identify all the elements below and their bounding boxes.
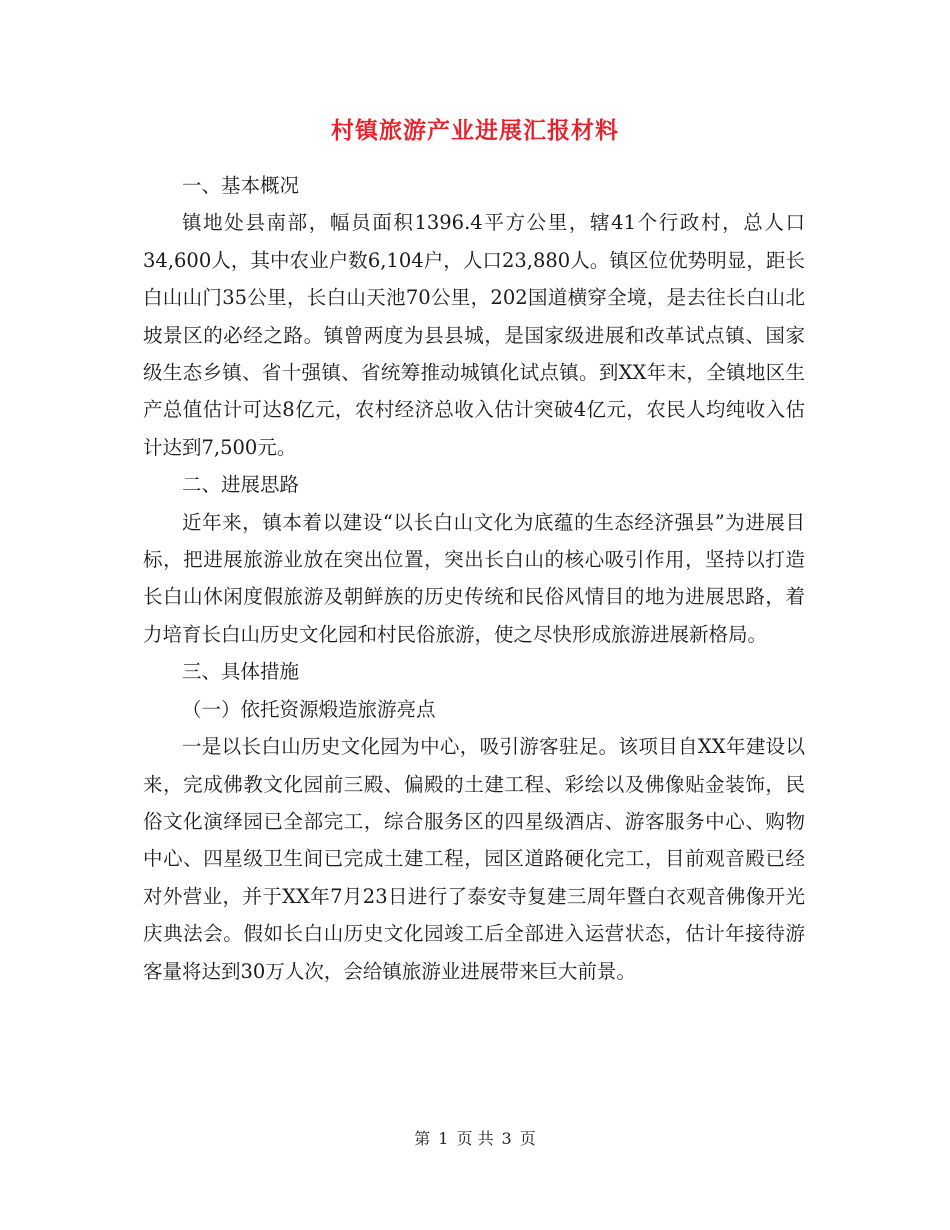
document-body bbox=[143, 167, 805, 990]
footer-middle: 页 共 bbox=[456, 1129, 494, 1148]
paragraph-overview: 镇地处县南部，幅员面积1396.4平方公里，辖41个行政村，总人口34,600人，其中农业户数6,104户，人口23,880人。镇区位优势明显，距长白山山门35公里，长白山天池70公里，202国道横穿全境，是去往长白山北坡景区的必经之路。镇曾两度为县县城，是国家级进展和改革试点镇、国家级生态乡镇、省十强镇、省统筹推动城镇化试点镇。到XX年末，全镇地区生产总值估计可达8亿元，农村经济总收入估计突破4亿元，农民人均纯收入估计达到7,500元。 bbox=[143, 211, 805, 459]
section-heading-approach: 二、进展思路 bbox=[182, 473, 300, 497]
footer-page-number: 1 bbox=[438, 1129, 449, 1148]
paragraph-measures: 一是以长白山历史文化园为中心，吸引游客驻足。该项目自XX年建设以来，完成佛教文化园前三殿、偏殿的土建工程、彩绘以及佛像贴金装饰，民俗文化演绎园已全部完工，综合服务区的四星级酒店、游客服务中心、购物中心、四星级卫生间已完成土建工程，园区道路硬化完工，目前观音殿已经对外营业，并于XX年7月23日进行了泰安寺复建三周年暨白衣观音佛像开光庆典法会。假如长白山历史文化园竣工后全部进入运营状态，估计年接待游客量将达到30万人次，会给镇旅游业进展带来巨大前景。 bbox=[143, 735, 805, 983]
paragraph-approach: 近年来，镇本着以建设“以长白山文化为底蕴的生态经济强县”为进展目标，把进展旅游业放在突出位置，突出长白山的核心吸引作用，坚持以打造长白山休闲度假旅游及朝鲜族的历史传统和民俗风情目的地为进展思路，着力培育长白山历史文化园和村民俗旅游，使之尽快形成旅游进展新格局。 bbox=[143, 510, 805, 646]
subsection-heading-resources: （一）依托资源煅造旅游亮点 bbox=[182, 697, 436, 721]
section-heading-overview: 一、基本概况 bbox=[182, 174, 300, 197]
footer-total-pages: 3 bbox=[501, 1129, 512, 1148]
page-footer bbox=[0, 1126, 950, 1149]
footer-prefix: 第 bbox=[414, 1129, 431, 1148]
footer-suffix: 页 bbox=[519, 1129, 536, 1148]
section-heading-measures: 三、具体措施 bbox=[182, 660, 300, 684]
document-title: 村镇旅游产业进展汇报材料 bbox=[331, 117, 619, 144]
